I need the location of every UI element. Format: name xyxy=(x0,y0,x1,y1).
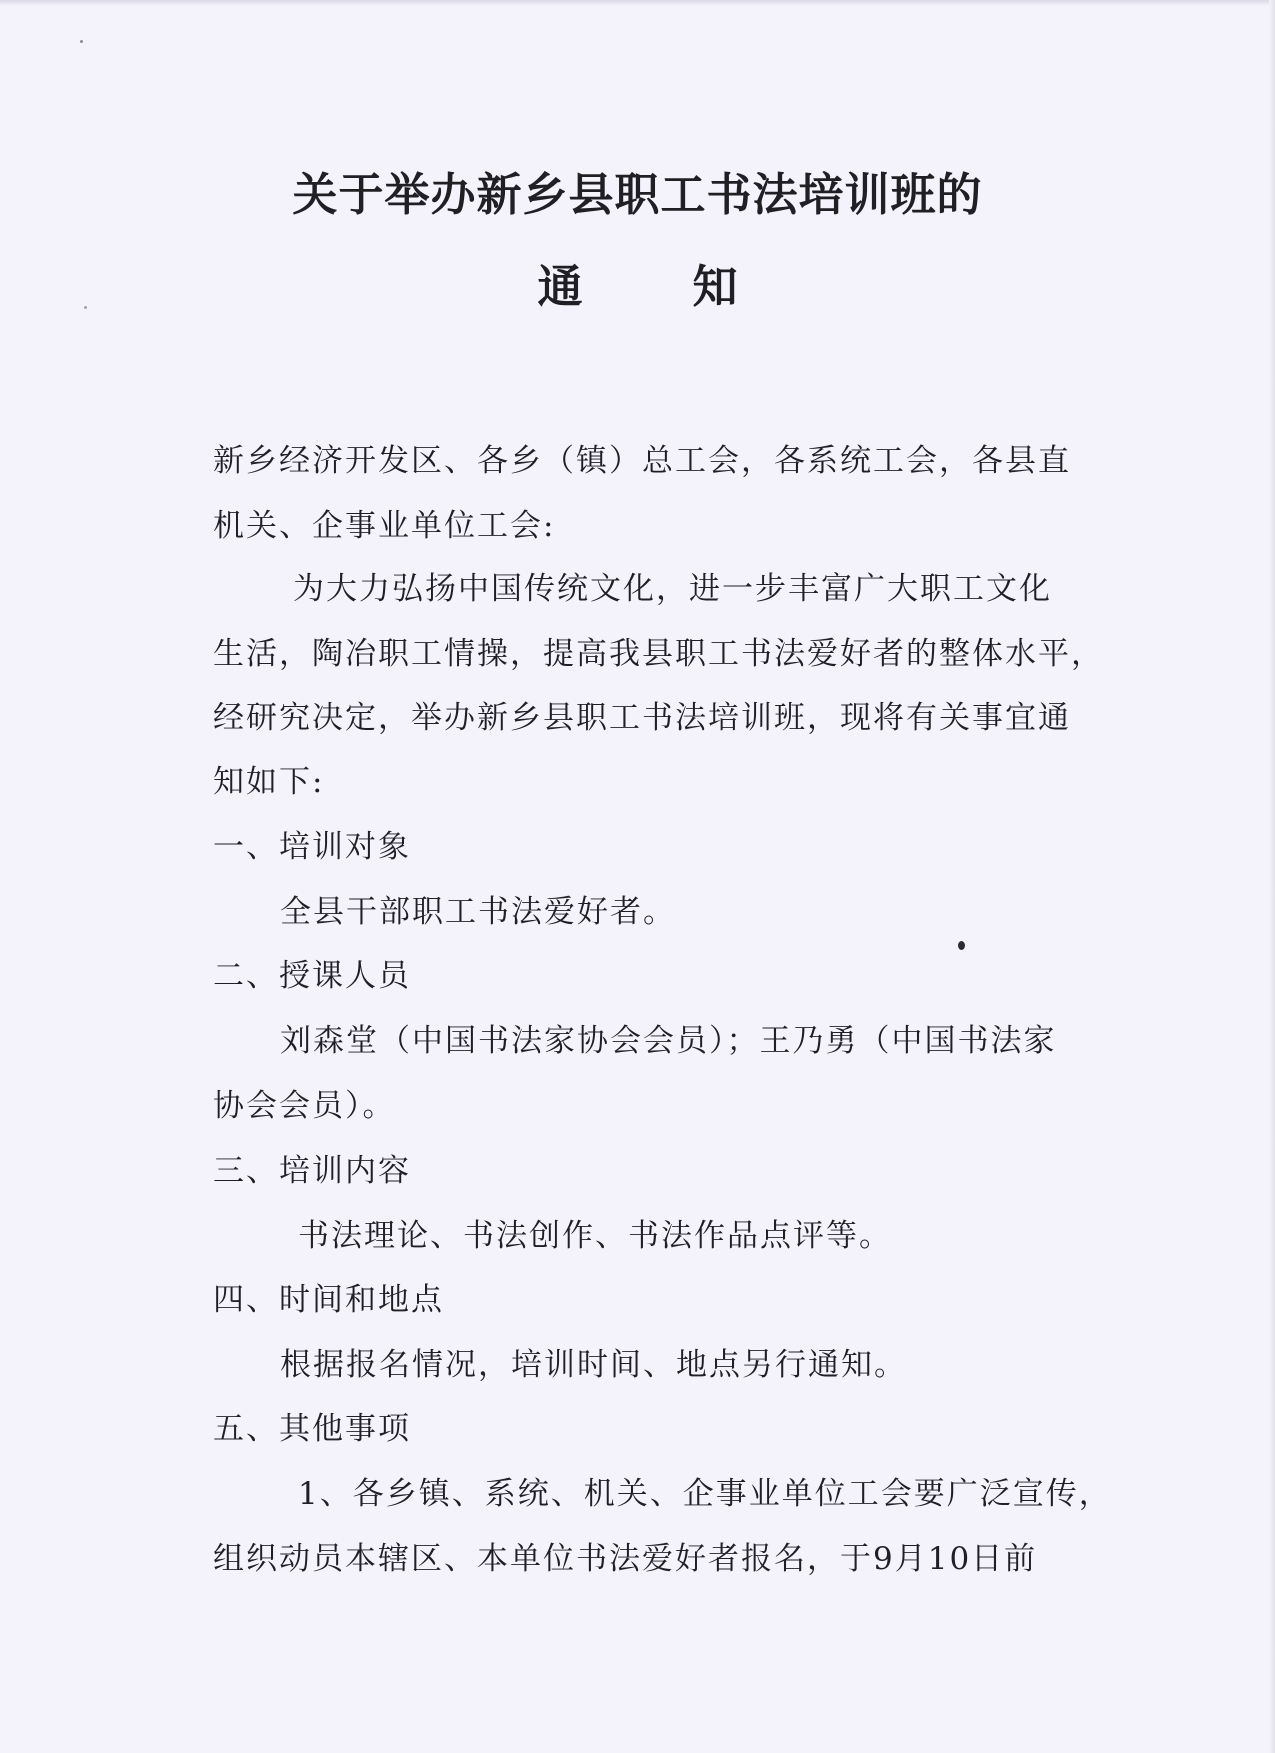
document-title-notice: 通知 xyxy=(537,260,848,313)
section-5-item-1-line-1: 1、各乡镇、系统、机关、企事业单位工会要广泛宣传， xyxy=(298,1476,1112,1512)
section-4-heading: 四、时间和地点 xyxy=(213,1282,444,1318)
intro-line-2: 生活，陶冶职工情操，提高我县职工书法爱好者的整体水平， xyxy=(213,636,1104,672)
document-title: 关于举办新乡县职工书法培训班的 xyxy=(292,168,983,221)
section-1-body: 全县干部职工书法爱好者。 xyxy=(280,894,676,930)
scan-edge-top xyxy=(0,0,1275,6)
section-2-heading: 二、授课人员 xyxy=(213,958,411,994)
intro-line-4: 知如下: xyxy=(213,764,325,800)
intro-line-3: 经研究决定，举办新乡县职工书法培训班，现将有关事宜通 xyxy=(213,700,1071,736)
dust-speck xyxy=(80,40,83,43)
ink-speck xyxy=(958,941,965,950)
dust-speck xyxy=(84,306,87,309)
section-2-body-line-2: 协会会员）。 xyxy=(213,1088,396,1124)
section-3-heading: 三、培训内容 xyxy=(213,1153,411,1189)
section-3-body: 书法理论、书法创作、书法作品点评等。 xyxy=(298,1218,892,1254)
addressee-line-2: 机关、企事业单位工会: xyxy=(213,508,556,544)
intro-line-1: 为大力弘扬中国传统文化，进一步丰富广大职工文化 xyxy=(293,571,1052,607)
section-2-body-line-1: 刘森堂（中国书法家协会会员）；王乃勇（中国书法家 xyxy=(280,1023,1057,1059)
section-4-body: 根据报名情况，培训时间、地点另行通知。 xyxy=(280,1347,907,1383)
section-1-heading: 一、培训对象 xyxy=(213,829,411,865)
addressee-line-1: 新乡经济开发区、各乡（镇）总工会，各系统工会，各县直 xyxy=(213,443,1071,479)
section-5-heading: 五、其他事项 xyxy=(213,1411,411,1447)
section-5-item-1-line-2: 组织动员本辖区、本单位书法爱好者报名，于9月10日前 xyxy=(213,1541,1038,1577)
